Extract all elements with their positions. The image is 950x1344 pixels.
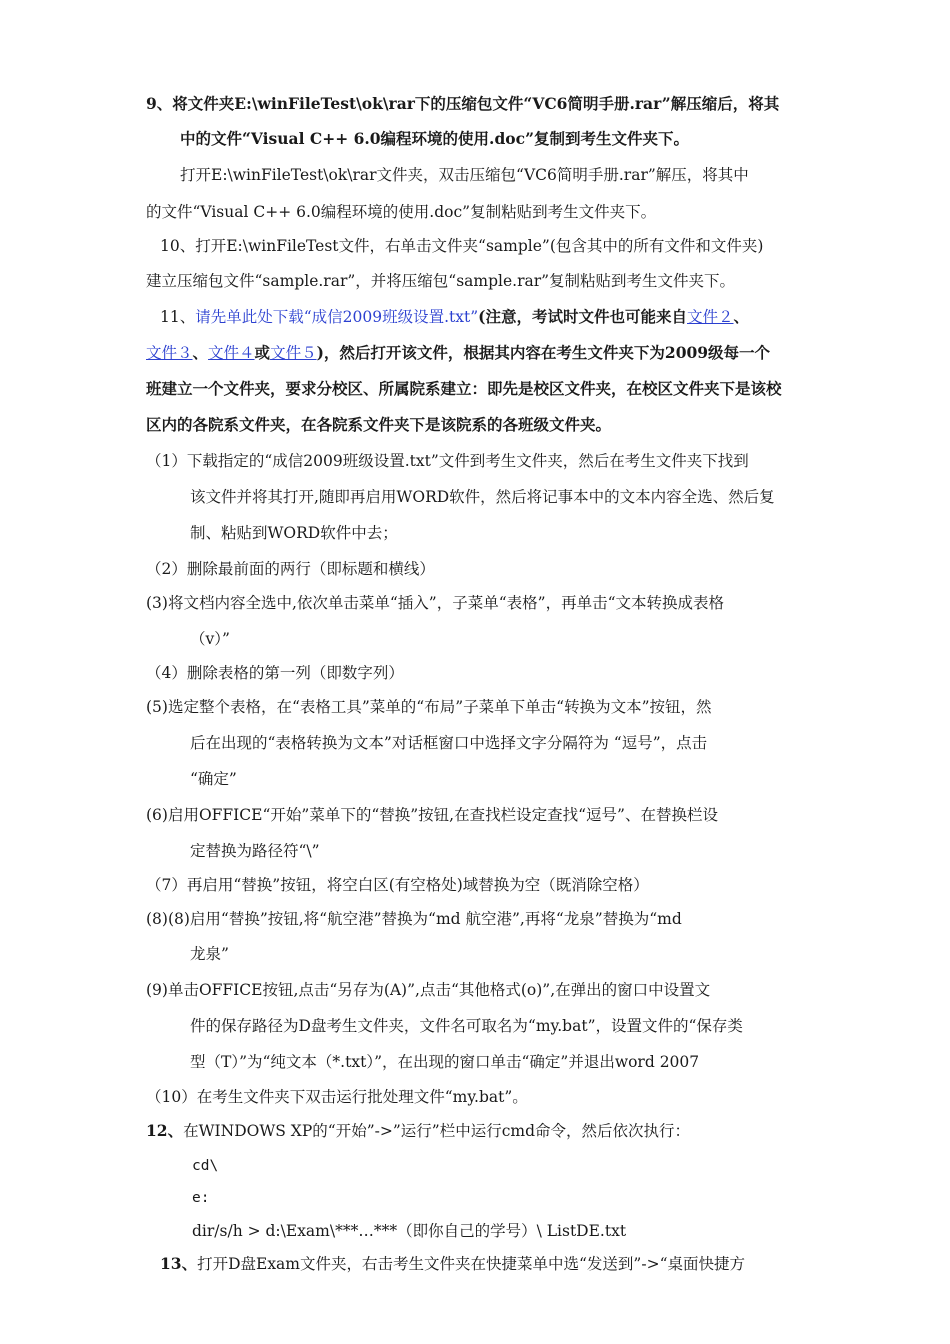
q10-line-1: 10、打开E:\winFileTest文件，右单击文件夹“sample”(包含其中的所有文件和文件夹) — [160, 237, 764, 255]
file5-link[interactable]: 文件５ — [270, 344, 317, 362]
q9-line-1: 9、将文件夹E:\winFileTest\ok\rar下的压缩包文件“VC6简明手册.rar”解压缩后，将其 — [146, 94, 780, 113]
q11-line-3: 班建立一个文件夹，要求分校区、所属院系建立：即先是校区文件夹，在校区文件夹下是该校 — [146, 379, 782, 398]
file3-link[interactable]: 文件３ — [146, 344, 193, 362]
step-3-line-2: （v）” — [190, 630, 230, 648]
step-9-line-1: (9)单击OFFICE按钮,点击“另存为(A)”,点击“其他格式(o)”,在弹出的窗口中设置文 — [146, 981, 711, 999]
step-1-line-3: 制、粘贴到WORD软件中去； — [190, 524, 398, 542]
step-7: （7）再启用“替换”按钮，将空白区(有空格处)域替换为空（既消除空格） — [146, 876, 649, 894]
q9-line-2: 中的文件“Visual C++ 6.0编程环境的使用.doc”复制到考生文件夹下。 — [180, 129, 689, 148]
step-5-line-3: “确定” — [190, 770, 237, 788]
q11-line-1 — [160, 306, 749, 328]
step-3-line-1: (3)将文档内容全选中,依次单击菜单“插入”，子菜单“表格”，再单击“文本转换成表格 — [146, 594, 725, 612]
command-dir: dir/s/h > d:\Exam\***…***（即你自己的学号）\ ListDE.txt — [192, 1222, 627, 1240]
step-8-line-1: (8)(8)启用“替换”按钮,将“航空港”替换为“md 航空港”,再将“龙泉”替换为“md — [146, 910, 682, 928]
step-4: （4）删除表格的第一列（即数字列） — [146, 664, 404, 682]
q13-text: 打开D盘Exam文件夹，右击考生文件夹在快捷菜单中选“发送到”->“桌面快捷方 — [197, 1255, 745, 1273]
q9-answer-1: 打开E:\winFileTest\ok\rar文件夹，双击压缩包“VC6简明手册.rar”解压，将其中 — [180, 166, 749, 184]
q11-note-prefix: (注意，考试时文件也可能来自 — [478, 307, 687, 326]
q11-separator: 、 — [192, 343, 209, 362]
step-5-line-2: 后在出现的“表格转换为文本”对话框窗口中选择文字分隔符为 “逗号”，点击 — [190, 734, 708, 752]
step-9-line-3: 型（T）”为“纯文本（*.txt）”，在出现的窗口单击“确定”并退出word 2007 — [190, 1053, 700, 1071]
q9-answer-2: 的文件“Visual C++ 6.0编程环境的使用.doc”复制粘贴到考生文件夹下。 — [146, 203, 657, 221]
q13-line — [160, 1253, 745, 1275]
q11-line-2 — [146, 342, 770, 364]
q11-or: 或 — [254, 343, 271, 362]
step-8-line-2: 龙泉” — [190, 945, 229, 963]
q12-number: 12、 — [146, 1121, 184, 1140]
step-10: （10）在考生文件夹下双击运行批处理文件“my.bat”。 — [146, 1088, 528, 1106]
download-link[interactable]: 请先单此处下载“成信2009班级设置.txt” — [195, 308, 479, 326]
step-1-line-1: （1）下载指定的“成信2009班级设置.txt”文件到考生文件夹，然后在考生文件夹下找到 — [146, 452, 749, 470]
step-1-line-2: 该文件并将其打开,随即再启用WORD软件，然后将记事本中的文本内容全选、然后复 — [190, 488, 775, 506]
q11-separator: 、 — [733, 307, 750, 326]
q11-line-4: 区内的各院系文件夹，在各院系文件夹下是该院系的各班级文件夹。 — [146, 415, 612, 434]
step-6-line-2: 定替换为路径符“\” — [190, 842, 320, 860]
q13-number: 13、 — [160, 1254, 198, 1273]
step-5-line-1: (5)选定整个表格，在“表格工具”菜单的“布局”子菜单下单击“转换为文本”按钮，然 — [146, 698, 712, 716]
q10-line-2: 建立压缩包文件“sample.rar”，并将压缩包“sample.rar”复制粘贴到考生文件夹下。 — [146, 272, 736, 290]
file2-link[interactable]: 文件２ — [687, 308, 734, 326]
step-6-line-1: (6)启用OFFICE“开始”菜单下的“替换”按钮,在查找栏设定查找“逗号”、在替换栏设 — [146, 806, 718, 824]
q11-number: 11、 — [160, 308, 196, 326]
step-2: （2）删除最前面的两行（即标题和横线） — [146, 560, 435, 578]
q12-text: 在WINDOWS XP的“开始”->”运行”栏中运行cmd命令，然后依次执行： — [183, 1122, 690, 1140]
step-9-line-2: 件的保存路径为D盘考生文件夹，文件名可取名为“my.bat”，设置文件的“保存类 — [190, 1017, 743, 1035]
q12-line — [146, 1120, 690, 1142]
file4-link[interactable]: 文件４ — [208, 344, 255, 362]
command-e-drive: e: — [192, 1190, 210, 1206]
q11-line-2-text: )，然后打开该文件，根据其内容在考生文件夹下为2009级每一个 — [316, 343, 771, 362]
command-cd: cd\ — [192, 1158, 219, 1174]
